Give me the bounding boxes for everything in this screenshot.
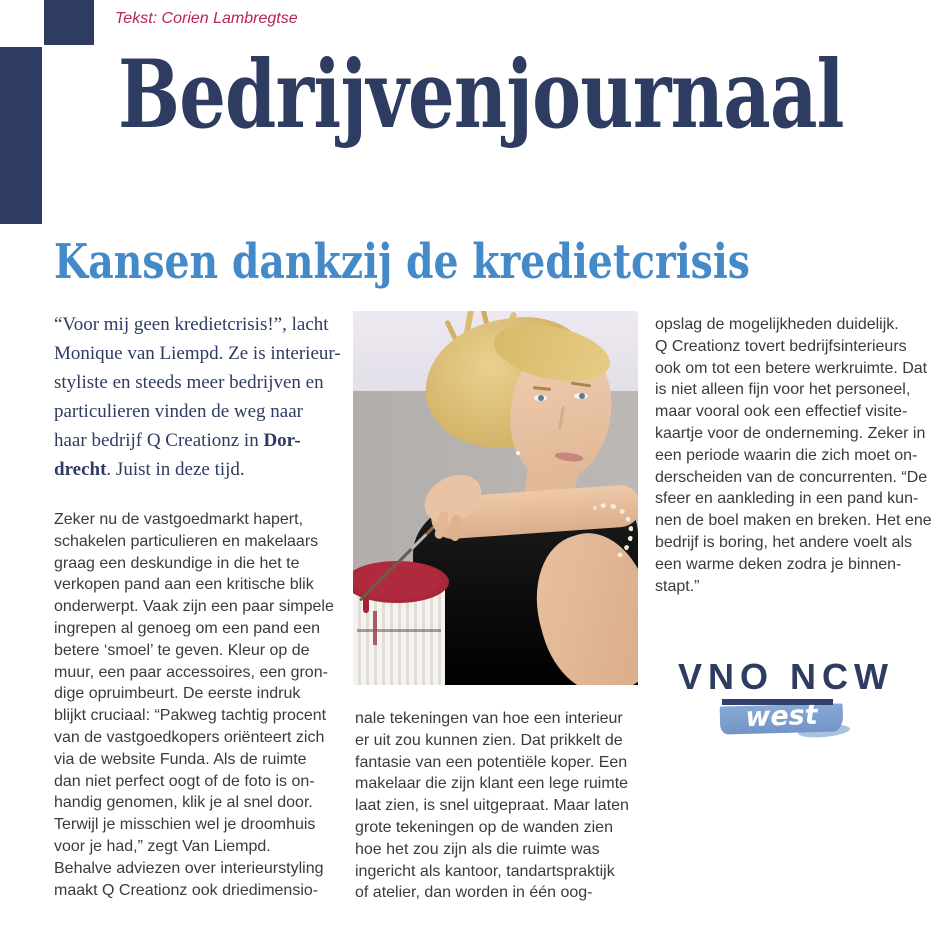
body-column-2 bbox=[355, 708, 655, 904]
text-line: stapt.” bbox=[655, 577, 700, 595]
text-line: nen de boel maken en breken. Het ene bbox=[655, 512, 932, 530]
text-line: verkopen pand aan een kritische blik bbox=[54, 576, 314, 594]
text-line: laat zien, is snel uitgepraat. Maar laten bbox=[355, 797, 629, 815]
west-label: west bbox=[744, 699, 819, 734]
text-line: voor je had,” zegt Van Liempd. bbox=[54, 837, 271, 855]
text-line: blijkt cruciaal: “Pakweg tachtig procent bbox=[54, 707, 327, 725]
text-line: styliste en steeds meer bedrijven en bbox=[54, 372, 324, 393]
text-line: onderwerpt. Vaak zijn een paar simpele bbox=[54, 598, 334, 616]
article-title: Bedrijvenjournaal bbox=[118, 40, 844, 150]
text-line: graag een deskundige in die het te bbox=[54, 554, 300, 572]
text-line: ingericht als kantoor, tandartspraktijk bbox=[355, 862, 615, 880]
text-line: betere ‘smoel’ te geven. Kleur op de bbox=[54, 641, 310, 659]
text-line: particulieren vinden de weg naar bbox=[54, 401, 303, 422]
text-line: Terwijl je misschien wel je droomhuis bbox=[54, 816, 316, 834]
eye-right-iris bbox=[579, 393, 585, 399]
paint-can-mark-vertical bbox=[373, 611, 377, 645]
corner-bar-decoration bbox=[0, 47, 42, 224]
text-line: schakelen particulieren en makelaars bbox=[54, 532, 319, 550]
text-line: er uit zou kunnen zien. Dat prikkelt de bbox=[355, 731, 623, 749]
text-line: Behalve adviezen over interieurstyling bbox=[54, 859, 324, 877]
text-line: een periode waarin die zich moet on- bbox=[655, 446, 918, 464]
eye-left-iris bbox=[538, 395, 544, 401]
article-subtitle: Kansen dankzij de kredietcrisis bbox=[54, 234, 750, 290]
text-line: makelaar die zijn klant een lege ruimte bbox=[355, 775, 629, 793]
text-line: bedrijf is boring, het andere voelt als bbox=[655, 533, 913, 551]
text-line: dan niet perfect oogt of de foto is on- bbox=[54, 772, 315, 790]
text-line: van de vastgoedkopers oriënteert zich bbox=[54, 728, 325, 746]
text-line: fantasie van een potentiële koper. Een bbox=[355, 753, 628, 771]
text-line: Zeker nu de vastgoedmarkt hapert, bbox=[54, 511, 304, 528]
body-column-1 bbox=[54, 509, 360, 901]
text-line: Q Creationz tovert bedrijfsinterieurs bbox=[655, 337, 907, 355]
text-line: derscheiden van de concurrenten. “De bbox=[655, 468, 928, 486]
text-line: is niet alleen fijn voor het personeel, bbox=[655, 381, 911, 399]
text-line: hoe het zou zijn als die ruimte was bbox=[355, 840, 600, 858]
finger bbox=[450, 515, 461, 542]
text-line: grote tekeningen op de wanden zien bbox=[355, 818, 613, 836]
article-credit: Tekst: Corien Lambregtse bbox=[115, 10, 298, 27]
intro-paragraph bbox=[54, 310, 356, 484]
vnoncw-west-ribbon bbox=[720, 699, 843, 743]
portrait-photo bbox=[353, 311, 638, 685]
text-line: muur, een paar accessoires, een gron- bbox=[54, 663, 328, 681]
text-line: sfeer en aankleding in een pand kun- bbox=[655, 490, 919, 508]
text-line: “Voor mij geen kredietcrisis!”, lacht bbox=[54, 314, 329, 335]
text-line: ook om tot een betere werkruimte. Dat bbox=[655, 359, 928, 377]
earring bbox=[516, 451, 520, 455]
text-line: of atelier, dan worden in één oog- bbox=[355, 884, 593, 902]
text-line: dige opruimbeurt. De eerste indruk bbox=[54, 685, 301, 703]
text-line: kaartje voor de onderneming. Zeker in bbox=[655, 424, 926, 442]
text-line: opslag de mogelijkheden duidelijk. bbox=[655, 316, 899, 333]
text-line: een warme deken zodra je binnen- bbox=[655, 555, 902, 573]
text-line: Monique van Liempd. Ze is interieur- bbox=[54, 343, 341, 364]
paint-can-mark-horizontal bbox=[357, 629, 441, 632]
body-column-3 bbox=[655, 314, 943, 597]
text-line: handig genomen, klik je al snel door. bbox=[54, 794, 313, 812]
text-line: via de website Funda. Als de ruimte bbox=[54, 750, 307, 768]
text-line: ingrepen al genoeg om een pand een bbox=[54, 619, 320, 637]
text-line: maar vooral ook een effectief visite- bbox=[655, 403, 908, 421]
corner-square-decoration bbox=[44, 0, 94, 45]
text-line: maakt Q Creationz ook driedimensio- bbox=[54, 881, 319, 899]
text-line: nale tekeningen van hoe een interieur bbox=[355, 710, 623, 727]
text-line: drecht. Juist in deze tijd. bbox=[54, 459, 245, 480]
text-line: haar bedrijf Q Creationz in Dor- bbox=[54, 430, 301, 451]
vnoncw-wordmark: VNO NCW bbox=[678, 656, 894, 697]
